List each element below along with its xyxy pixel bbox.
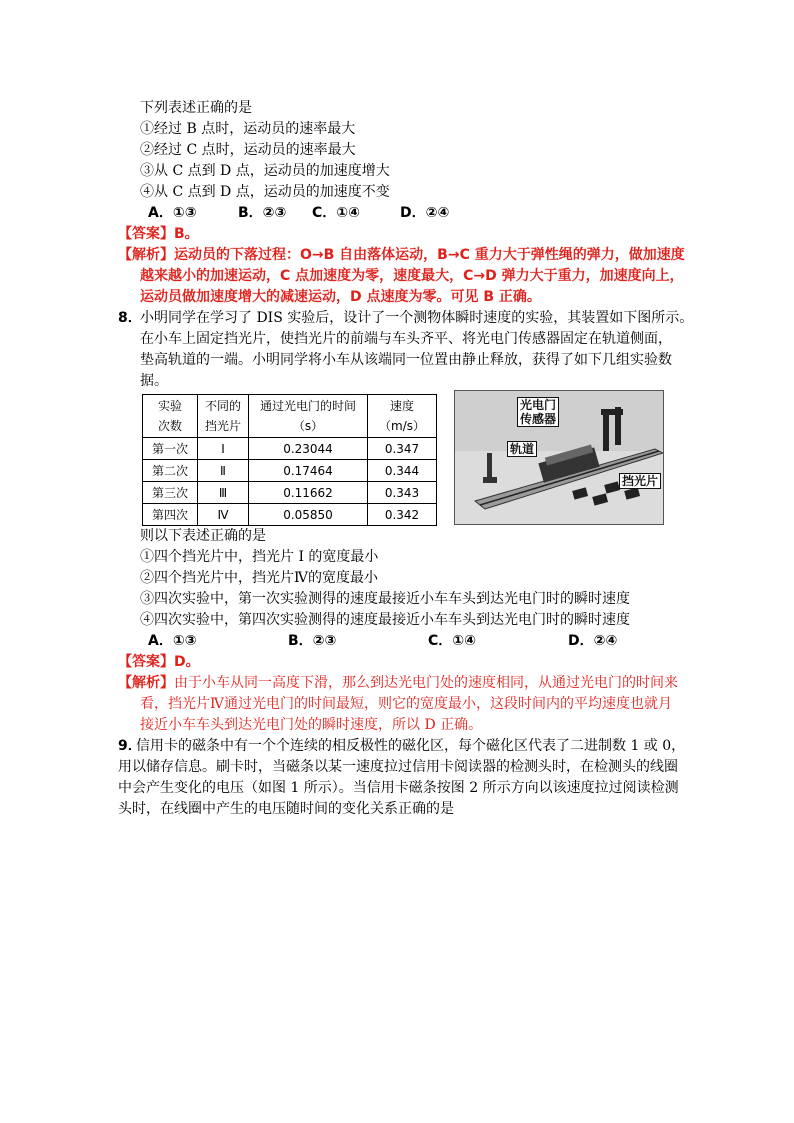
- q9-text-line-1: 信用卡的磁条中有一个个连续的相反极性的磁化区，每个磁化区代表了二进制数 1 或 0，: [136, 738, 686, 754]
- q8-answer-label: 【答案】: [118, 654, 174, 670]
- table-cell: Ⅲ: [198, 482, 249, 504]
- q7-answer-value: B。: [174, 226, 199, 242]
- q7-prompt: 下列表述正确的是: [140, 100, 252, 116]
- q7-analysis-text-1: 运动员的下落过程：O→B 自由落体运动，B→C 重力大于弹性绳的弹力，做加速度: [174, 247, 685, 263]
- q7-answer-label: 【答案】: [118, 226, 174, 242]
- table-header-time: 通过光电门的时间 （s）: [249, 395, 368, 438]
- table-cell: Ⅱ: [198, 460, 249, 482]
- q8-statement-4: ④四次实验中，第四次实验测得的速度最接近小车车头到达光电门时的瞬时速度: [140, 612, 630, 628]
- q7-option-a: A．①③: [148, 205, 197, 221]
- table-cell: 0.342: [368, 504, 437, 526]
- table-row: [143, 460, 437, 482]
- apparatus-photo: [454, 390, 664, 525]
- q8-data-table: [142, 394, 437, 526]
- table-cell: 0.17464: [249, 460, 368, 482]
- table-row: [143, 504, 437, 526]
- table-header-speed: 速度 （m/s）: [368, 395, 437, 438]
- table-cell: Ⅳ: [198, 504, 249, 526]
- q8-option-d: D．②④: [568, 633, 618, 649]
- q8-statement-3: ③四次实验中，第一次实验测得的速度最接近小车车头到达光电门时的瞬时速度: [140, 591, 630, 607]
- q8-analysis-line-3: 接近小车车头到达光电门处的瞬时速度，所以 D 正确。: [140, 717, 483, 733]
- table-header-trial: 实验 次数: [143, 395, 198, 438]
- q8-analysis-line-2: 看，挡光片Ⅳ通过光电门的时间最短，则它的宽度最小，这段时间内的平均速度也就月: [140, 696, 672, 712]
- table-cell: 0.05850: [249, 504, 368, 526]
- q8-option-a: A．①③: [148, 633, 197, 649]
- q7-analysis-line-2: 越来越小的加速运动，C 点加速度为零，速度最大，C→D 弹力大于重力，加速度向上，: [140, 268, 684, 284]
- q8-answer-value: D。: [174, 654, 200, 670]
- q7-statement-1: ①经过 B 点时，运动员的速率最大: [140, 121, 356, 137]
- photo-label-photogate: 光电门 传感器: [517, 397, 559, 427]
- table-cell: 第一次: [143, 438, 198, 460]
- q7-answer: [118, 224, 199, 244]
- q9-text-line-2: 用以储存信息。刷卡时，当磁条以某一速度拉过信用卡阅读器的检测头时，在检测头的线圈: [118, 759, 678, 775]
- q9-text-line-4: 头时，在线圈中产生的电压随时间的变化关系正确的是: [118, 801, 454, 817]
- q8-prompt: 则以下表述正确的是: [140, 528, 266, 544]
- q7-statement-4: ④从 C 点到 D 点，运动员的加速度不变: [140, 184, 390, 200]
- q8-analysis-line-1: [118, 673, 678, 693]
- q8-statement-2: ②四个挡光片中，挡光片Ⅳ的宽度最小: [140, 570, 378, 586]
- q7-option-b: B．②③: [238, 205, 287, 221]
- q8-option-b: B．②③: [288, 633, 337, 649]
- q8-analysis-text-1: 由于小车从同一高度下滑，那么到达光电门处的速度相同，从通过光电门的时间来: [174, 675, 678, 691]
- table-cell: 第三次: [143, 482, 198, 504]
- table-cell: 0.11662: [249, 482, 368, 504]
- q7-analysis-line-1: [118, 245, 685, 265]
- q7-statement-2: ②经过 C 点时，运动员的速率最大: [140, 142, 356, 158]
- table-row: [143, 482, 437, 504]
- q7-option-c: C．①④: [312, 205, 360, 221]
- q8-analysis-label: 【解析】: [118, 675, 174, 691]
- table-header-row: [143, 395, 437, 438]
- q8-text-line-1: 小明同学在学习了 DIS 实验后，设计了一个测物体瞬时速度的实验，其装置如下图所示。: [140, 310, 694, 326]
- table-cell: 0.344: [368, 460, 437, 482]
- q7-analysis-line-3: 运动员做加速度增大的减速运动，D 点速度为零。可见 B 正确。: [140, 289, 541, 305]
- q8-text-line-3: 垫高轨道的一端。小明同学将小车从该端同一位置由静止释放，获得了如下几组实验数: [140, 352, 672, 368]
- photo-label-shading-plate: 挡光片: [619, 473, 661, 489]
- q9-number: 9．: [118, 738, 142, 754]
- table-row: [143, 438, 437, 460]
- q8-text-line-2: 在小车上固定挡光片，使挡光片的前端与车头齐平、将光电门传感器固定在轨道侧面，: [140, 331, 672, 347]
- table-cell: 第四次: [143, 504, 198, 526]
- q8-option-c: C．①④: [428, 633, 476, 649]
- q8-answer: [118, 652, 200, 672]
- q8-statement-1: ①四个挡光片中，挡光片 I 的宽度最小: [140, 549, 379, 565]
- q7-analysis-label: 【解析】: [118, 247, 174, 263]
- table-cell: 0.343: [368, 482, 437, 504]
- q7-option-d: D．②④: [400, 205, 450, 221]
- table-cell: 0.347: [368, 438, 437, 460]
- q8-text-line-4: 据。: [140, 373, 168, 389]
- q7-statement-3: ③从 C 点到 D 点，运动员的加速度增大: [140, 163, 390, 179]
- q8-number: 8．: [118, 310, 142, 326]
- table-header-plate: 不同的 挡光片: [198, 395, 249, 438]
- table-cell: Ⅰ: [198, 438, 249, 460]
- photo-label-track: 轨道: [507, 441, 537, 457]
- q9-text-line-3: 中会产生变化的电压（如图 1 所示）。当信用卡磁条按图 2 所示方向以该速度拉过阅读检测: [118, 780, 679, 796]
- table-cell: 第二次: [143, 460, 198, 482]
- table-cell: 0.23044: [249, 438, 368, 460]
